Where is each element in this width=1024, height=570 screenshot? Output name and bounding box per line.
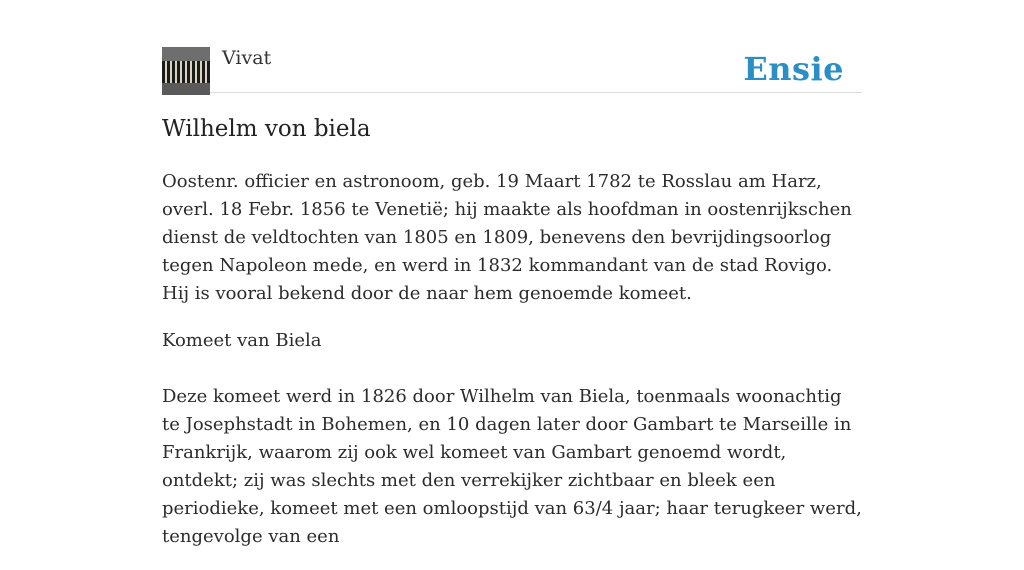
page-header <box>162 46 862 93</box>
subheading: Komeet van Biela <box>162 330 322 351</box>
paragraph-intro: Oostenr. officier en astronoom, geb. 19 Maart 1782 te Rosslau am Harz, overl. 18 Febr. 1856 te Venetië; hij maakte als hoofdman in oostenrijkschen dienst de veldtochten van 1805 en 1809, benevens den bevrijdingsoorlog tegen Napoleon mede, en werd in 1832 kommandant van de stad Rovigo. Hij is vooral bekend door de naar hem genoemde komeet. <box>162 171 852 304</box>
piano-keys-icon <box>162 61 210 83</box>
avatar-top <box>162 47 210 61</box>
page-title: Wilhelm von biela <box>162 116 371 142</box>
avatar-bottom <box>162 83 210 95</box>
brand-logo[interactable]: Ensie <box>743 50 844 88</box>
paragraph-comet: Deze komeet werd in 1826 door Wilhelm van Biela, toenmaals woonachtig te Josephstadt in Bohemen, en 10 dagen later door Gambart te Marseille in Frankrijk, waarom zij ook wel komeet van Gambart genoemd wordt, ontdekt; zij was slechts met den verrekijker zichtbaar en bleek een periodieke, komeet met een omloopstijd van 63/4 jaar; haar terugkeer werd, tengevolge van een <box>162 386 862 547</box>
author-avatar[interactable] <box>162 47 210 95</box>
author-name[interactable]: Vivat <box>222 47 272 69</box>
article-body <box>162 168 862 570</box>
